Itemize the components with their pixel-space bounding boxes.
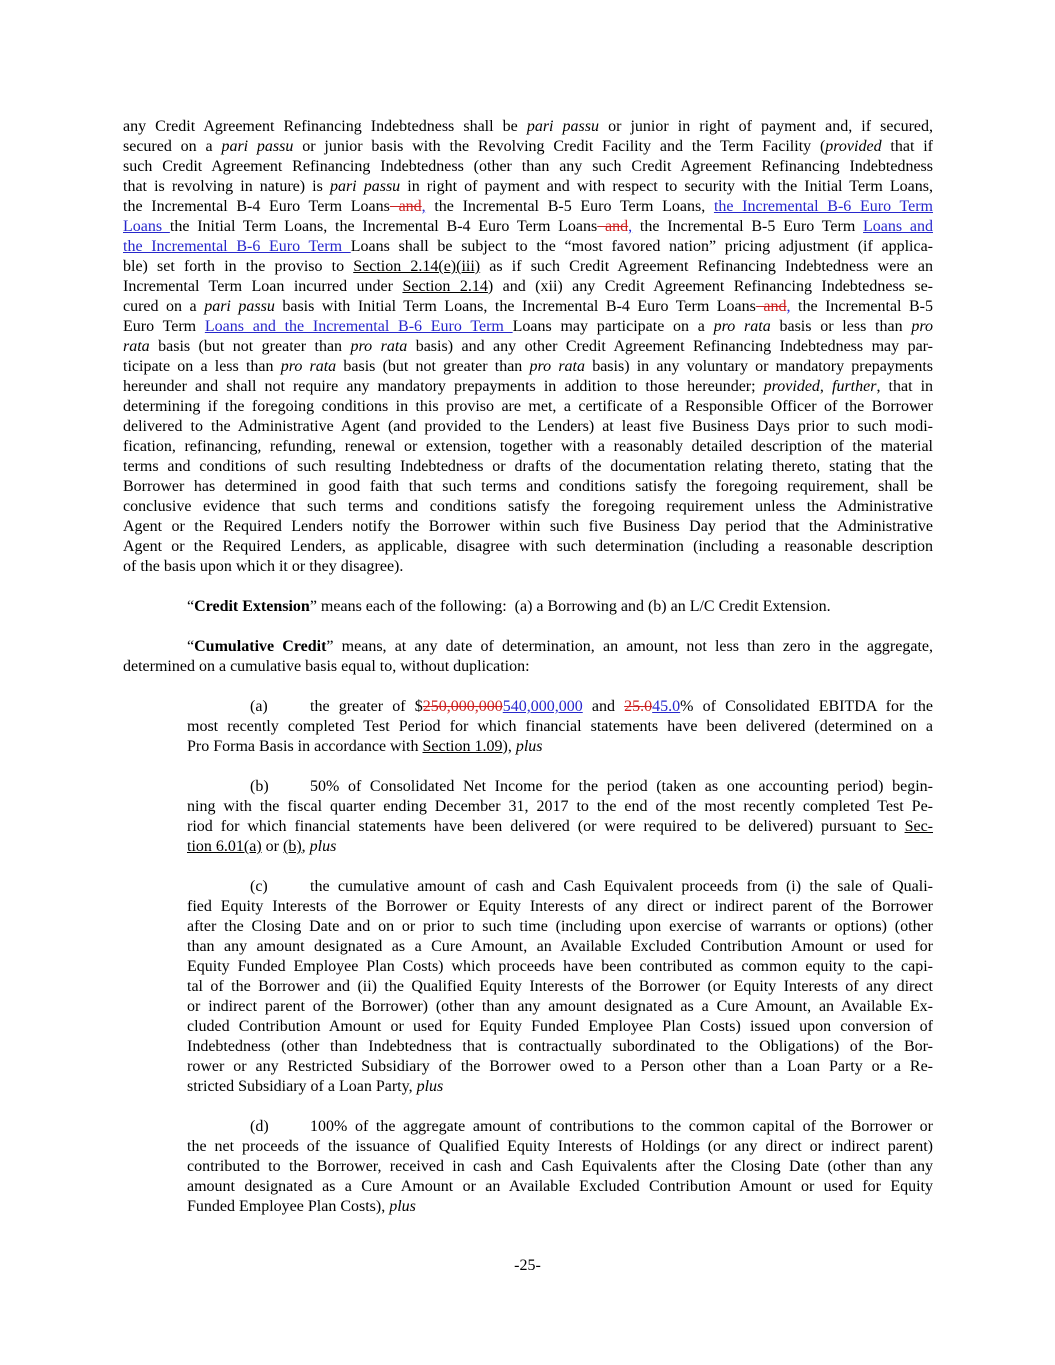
text-run: ” means each of the following: (a) a Borrowing and (b) an L/C Credit Extension. — [309, 598, 831, 615]
italic-text: rata — [123, 338, 150, 355]
text-run: in right of payment and with respect to security with the Initial Term Loans, — [400, 178, 933, 195]
text-run: or indirect parent of the Borrower) (other than any amount designated as a Cure Amount, an Available Ex- — [187, 998, 933, 1015]
text-line — [123, 277, 933, 297]
text-line — [187, 997, 933, 1017]
italic-text: provided — [825, 138, 882, 155]
italic-text: further — [832, 378, 877, 395]
text-line — [187, 1017, 933, 1037]
text-line — [187, 1117, 933, 1137]
text-run: 50% of Consolidated Net Income for the period (taken as one accounting period) begin- — [310, 778, 933, 795]
text-line — [187, 977, 933, 997]
text-line — [123, 257, 933, 277]
text-line — [123, 637, 933, 657]
deleted-text: 25.0 — [624, 698, 653, 715]
text-run: most recently completed Test Period for which financial statements have been delivered (determined on a — [187, 718, 933, 735]
text-run: that if — [881, 138, 933, 155]
text-line — [123, 217, 933, 237]
inserted-text: the Incremental B-6 Euro Term — [123, 238, 351, 255]
text-line — [123, 437, 933, 457]
text-line — [187, 897, 933, 917]
text-run: delivered to the Administrative Agent (and provided to the Lenders) at least five Business Days prior to such modi- — [123, 418, 933, 435]
text-run: hereunder and shall not require any mandatory prepayments in addition to those hereunder; — [123, 378, 764, 395]
inserted-text: , — [628, 218, 633, 235]
cumulative-credit-definition — [123, 637, 933, 677]
text-line — [187, 697, 933, 717]
text-run: any Credit Agreement Refinancing Indebtedness shall be — [123, 118, 527, 135]
credit-extension-definition — [123, 597, 933, 617]
text-run: or junior in right of payment and, if secured, — [599, 118, 933, 135]
text-run: of the basis upon which it or they disagree). — [123, 558, 404, 575]
text-run: Funded Employee Plan Costs), — [187, 1198, 390, 1215]
text-line — [123, 137, 933, 157]
inserted-text: 45.0 — [652, 698, 681, 715]
italic-text: pro rata — [529, 358, 585, 375]
inserted-text: Loans — [123, 218, 170, 235]
text-line — [123, 297, 933, 317]
section-reference: Section 2.14 — [402, 278, 488, 295]
text-run: % of Consolidated EBITDA for the — [680, 698, 933, 715]
text-run: ning with the fiscal quarter ending December 31, 2017 to the end of the most recently completed Test Pe- — [187, 798, 933, 815]
text-run: , that in — [876, 378, 933, 395]
text-line — [187, 797, 933, 817]
text-line — [187, 1077, 933, 1097]
section-reference: (b) — [282, 838, 302, 855]
text-run: cluded Contribution Amount or used for Equity Funded Employee Plan Costs) issued upon conversion of — [187, 1018, 933, 1035]
text-line — [123, 457, 933, 477]
italic-text: pari passu — [221, 138, 294, 155]
text-run: ), — [502, 738, 516, 755]
text-run: Borrower has determined in good faith that such terms and conditions satisfy the foregoing requirement, shall be — [123, 478, 933, 495]
text-line — [123, 377, 933, 397]
text-line — [123, 177, 933, 197]
clause-b — [187, 777, 933, 857]
text-line — [123, 397, 933, 417]
text-run: riod for which financial statements have been delivered (or were required to be delivered) pursuant to — [187, 818, 905, 835]
inserted-text: the Incremental B-6 Euro Term — [713, 198, 933, 215]
italic-text: pro rata — [350, 338, 408, 355]
defined-term: Cumulative Credit — [194, 638, 327, 655]
text-line — [187, 957, 933, 977]
italic-text: pro — [911, 318, 933, 335]
text-run: Loans may participate on a — [512, 318, 714, 335]
text-line — [187, 1057, 933, 1077]
text-run: determining if the foregoing conditions in this proviso are met, a certificate of a Responsible Officer of the Borrower — [123, 398, 933, 415]
text-run: the Incremental B-5 Euro Term — [632, 218, 864, 235]
italic-text: plus — [515, 738, 543, 755]
text-line — [123, 657, 933, 677]
text-line — [123, 337, 933, 357]
text-run: ) and (xii) any Credit Agreement Refinancing Indebtedness se- — [487, 278, 933, 295]
text-line — [123, 477, 933, 497]
text-run: Pro Forma Basis in accordance with — [187, 738, 423, 755]
italic-text: pro rata — [280, 358, 337, 375]
text-run: the Incremental B-5 — [790, 298, 933, 315]
deleted-text: and — [389, 198, 422, 215]
text-line — [187, 917, 933, 937]
text-run: rower or any Restricted Subsidiary of the Borrower owed to a Person other than a Loan Party or a Re- — [187, 1058, 933, 1075]
text-run: that is revolving in nature) is — [123, 178, 330, 195]
clause-label: (b) — [250, 778, 269, 795]
text-line — [123, 537, 933, 557]
text-run: as if such Credit Agreement Refinancing Indebtedness were an — [480, 258, 933, 275]
text-run: cured on a — [123, 298, 205, 315]
section-reference: Sec- — [904, 818, 933, 835]
text-line — [187, 817, 933, 837]
text-run: Loans shall be subject to the “most favored nation” pricing adjustment (if applica- — [350, 238, 933, 255]
text-run: basis) in any voluntary or mandatory prepayments — [585, 358, 933, 375]
text-line — [187, 877, 933, 897]
text-run: secured on a — [123, 138, 222, 155]
text-run: Agent or the Required Lenders, as applicable, disagree with such determination (including a reasonable description — [123, 538, 933, 555]
text-run: terms and conditions of such resulting Indebtedness or drafts of the documentation relating thereto, stating that the — [123, 458, 933, 475]
text-run: the cumulative amount of cash and Cash Equivalent proceeds from (i) the sale of Quali- — [310, 878, 933, 895]
text-line — [123, 517, 933, 537]
clause-label: (d) — [250, 1118, 269, 1135]
text-run: or junior basis with the Revolving Credit Facility and the Term Facility ( — [293, 138, 826, 155]
text-run: the greater of $ — [310, 698, 423, 715]
text-run: ble) set forth in the proviso to — [123, 258, 354, 275]
document-content — [123, 117, 933, 1237]
text-run: amount designated as a Cure Amount or an Available Excluded Contribution Amount or used for Equity — [187, 1178, 933, 1195]
text-line — [187, 737, 933, 757]
deleted-text: and — [755, 298, 787, 315]
italic-text: provided — [763, 378, 820, 395]
text-run: the Incremental B-5 Euro Term Loans, — [425, 198, 714, 215]
text-line — [187, 1037, 933, 1057]
text-run: basis with Initial Term Loans, the Incremental B-4 Euro Term Loans — [274, 298, 756, 315]
italic-text: pari passu — [204, 298, 275, 315]
text-line — [123, 317, 933, 337]
text-run: basis) and any other Credit Agreement Refinancing Indebtedness may par- — [407, 338, 933, 355]
italic-text: plus — [416, 1078, 444, 1095]
clause-d — [187, 1117, 933, 1217]
text-line — [123, 497, 933, 517]
inserted-text: , — [421, 198, 426, 215]
text-line — [187, 1197, 933, 1217]
italic-text: pro rata — [713, 318, 771, 335]
text-run: contributed to the Borrower, received in cash and Cash Equivalents after the Closing Date (other than any — [187, 1158, 933, 1175]
text-run: “ — [187, 598, 195, 615]
inserted-text: Loans and — [863, 218, 933, 235]
text-line — [123, 237, 933, 257]
text-run: than any amount designated as a Cure Amount, an Available Excluded Contribution Amount or used for — [187, 938, 933, 955]
clause-a — [187, 697, 933, 757]
text-run: ” means, at any date of determination, an amount, not less than zero in the aggregate, — [326, 638, 933, 655]
text-run: tal of the Borrower and (ii) the Qualified Equity Interests of the Borrower (or Equity Interests of any direct — [187, 978, 933, 995]
text-run: Equity Funded Employee Plan Costs) which proceeds have been contributed as common equity to the capi- — [187, 958, 933, 975]
text-run: Euro Term — [123, 318, 205, 335]
text-run: 100% of the aggregate amount of contributions to the common capital of the Borrower or — [310, 1118, 933, 1135]
section-reference: tion 6.01(a) — [187, 838, 262, 855]
text-run: fied Equity Interests of the Borrower or Equity Interests of any direct or indirect parent of the Borrower — [187, 898, 933, 915]
text-line — [187, 777, 933, 797]
clause-c — [187, 877, 933, 1097]
text-run: , — [301, 838, 310, 855]
italic-text: plus — [309, 838, 337, 855]
text-line — [123, 117, 933, 137]
text-run: , — [819, 378, 832, 395]
text-line — [123, 157, 933, 177]
text-line — [123, 417, 933, 437]
text-run: Incremental Term Loan incurred under — [123, 278, 403, 295]
text-run: or — [261, 838, 283, 855]
italic-text: pari passu — [526, 118, 600, 135]
text-run: and — [582, 698, 625, 715]
italic-text: plus — [389, 1198, 416, 1215]
deleted-text: 250,000,000 — [422, 698, 503, 715]
italic-text: pari passu — [329, 178, 401, 195]
text-run: determined on a cumulative basis equal to, without duplication: — [123, 658, 530, 675]
text-line — [187, 837, 933, 857]
text-run: Indebtedness (other than Indebtedness that is contractually subordinated to the Obligations) of the Bor- — [187, 1038, 933, 1055]
text-line — [123, 357, 933, 377]
text-run: stricted Subsidiary of a Loan Party, — [187, 1078, 417, 1095]
text-line — [187, 1157, 933, 1177]
text-run: the Incremental B-4 Euro Term Loans — [123, 198, 390, 215]
text-line — [123, 557, 933, 577]
text-line — [187, 717, 933, 737]
text-line — [187, 1177, 933, 1197]
text-run: basis or less than — [770, 318, 912, 335]
text-line — [123, 597, 933, 617]
page-number: -25- — [514, 1257, 541, 1274]
defined-term: Credit Extension — [194, 598, 310, 615]
continuation-paragraph — [123, 117, 933, 577]
section-reference: Section 1.09 — [422, 738, 503, 755]
text-run: conclusive evidence that such terms and conditions satisfy the foregoing requirement unless the Administrative — [123, 498, 933, 515]
text-line — [187, 937, 933, 957]
text-run: the Initial Term Loans, the Incremental B-4 Euro Term Loans — [169, 218, 598, 235]
text-run: the net proceeds of the issuance of Qualified Equity Interests of Holdings (or any direct or indirect parent) — [187, 1138, 933, 1155]
text-run: fication, refinancing, refunding, renewal or extension, together with a reasonably detailed description of the material — [123, 438, 933, 455]
inserted-text: , — [786, 298, 791, 315]
text-run: basis (but not greater than — [336, 358, 530, 375]
text-run: after the Closing Date and on or prior to such time (including upon exercise of warrants or options) (other — [187, 918, 933, 935]
text-run: Agent or the Required Lenders notify the Borrower within such five Business Day period that the Administrative — [123, 518, 933, 535]
text-run: such Credit Agreement Refinancing Indebtedness (other than any such Credit Agreement Refinancing Indebtedness — [123, 158, 933, 175]
inserted-text: 540,000,000 — [502, 698, 583, 715]
clause-label: (a) — [250, 698, 268, 715]
text-run: ticipate on a less than — [123, 358, 281, 375]
section-reference: Section 2.14(e)(iii) — [353, 258, 481, 275]
inserted-text: Loans and the Incremental B-6 Euro Term — [204, 318, 513, 335]
text-line — [123, 197, 933, 217]
text-run: “ — [187, 638, 195, 655]
deleted-text: and — [597, 218, 629, 235]
text-run: basis (but not greater than — [149, 338, 351, 355]
clause-label: (c) — [250, 878, 268, 895]
text-line — [187, 1137, 933, 1157]
